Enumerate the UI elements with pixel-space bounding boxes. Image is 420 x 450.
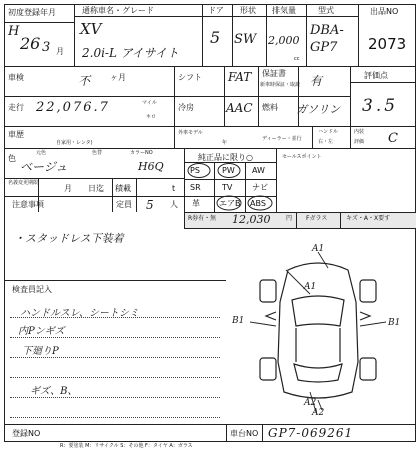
doors-value: 5: [210, 28, 221, 47]
color-no-value: H6Q: [138, 160, 164, 173]
name-change-day: 日迄: [88, 184, 104, 193]
name-change-month: 月: [64, 184, 72, 193]
f-glass-label: Fガラス: [306, 215, 328, 222]
reg-month: 3: [42, 40, 51, 55]
color-no-label: カラーNO: [130, 150, 153, 156]
lot-no-value: 2073: [368, 35, 407, 53]
mileage-label: 走行: [8, 103, 24, 112]
car-name: XV: [80, 20, 102, 38]
doors-label: ドア: [208, 6, 224, 15]
color-value: ベージュ: [20, 160, 68, 174]
score-label: 評価点: [364, 71, 388, 80]
color-label: 色: [8, 154, 16, 163]
notes-handwritten: ・スタッドレス下装着: [14, 232, 124, 245]
import-year-unit: 年: [222, 140, 228, 146]
handle-label: ハンドル: [318, 129, 339, 135]
reg-era: H: [8, 24, 20, 39]
warranty-value: 有: [310, 74, 323, 88]
score-value: 3.5: [362, 96, 399, 116]
fuel-label: 燃料: [262, 103, 278, 112]
shift-label: シフト: [178, 73, 202, 82]
warranty-label: 保証書: [262, 69, 286, 78]
mileage-unit-mile: マイル: [142, 100, 157, 106]
equip-airbag: エアB: [219, 199, 241, 208]
model-label: 型式: [318, 6, 334, 15]
color-change-label: 色替: [92, 150, 103, 156]
car-name-label: 通称車名・グレード: [82, 6, 154, 15]
dealer-label: ディーラー・並行: [262, 136, 302, 142]
damage-front-label: A1: [312, 244, 325, 254]
damage-top-label: A1: [304, 282, 317, 292]
ac-value: AAC: [226, 101, 253, 115]
equipment-circle-marks: [184, 162, 276, 212]
equip-sr: SR: [190, 183, 201, 192]
import-model-label: 外車モデル: [178, 130, 203, 136]
damage-left-label: B1: [232, 316, 245, 326]
r-card-label: R券有・無: [188, 215, 217, 222]
notes-label: 注意事項: [12, 200, 44, 209]
original-color-label: 元色: [36, 150, 47, 156]
reg-year: 26: [20, 34, 41, 53]
capacity-label: 定員: [116, 200, 132, 209]
equip-aw: AW: [252, 166, 265, 175]
genuine-label: 純正品に限り○: [198, 153, 253, 162]
equip-pw: PW: [222, 166, 235, 175]
reg-year-label: 初度登録年月: [8, 8, 56, 17]
interior-value: C: [388, 131, 398, 146]
sales-point-label: セールスポイント: [282, 154, 322, 160]
r-card-value: 12,030: [232, 213, 271, 226]
interior-sub: 評価: [354, 139, 365, 145]
footer-fine-print: R：要塗装 M：リサイクル S：その他 F：タイヤ A：ガラス: [60, 443, 193, 449]
model-code: DBA-GP7: [310, 23, 344, 55]
history-label: 車歴: [8, 130, 24, 139]
inspector-line-3: 下廻りP: [22, 346, 59, 357]
header-label-rule: [4, 22, 74, 23]
body-type-value: SW: [234, 32, 257, 47]
damage-rear-label-2: A2: [312, 408, 325, 418]
mileage-unit-km: キロ: [146, 114, 157, 120]
r-card-unit: 円: [286, 215, 293, 222]
fuel-value: ガソリン: [296, 103, 340, 116]
car-grade: 2.0i-L アイサイト: [82, 46, 179, 60]
inspector-line-5: ギズ、B、: [30, 386, 78, 397]
shaken-month: ヶ月: [110, 73, 126, 82]
shaken-value: 不: [78, 74, 91, 88]
scratch-label: キズ・A・X要す: [346, 215, 391, 222]
shaken-label: 車検: [8, 73, 24, 82]
inspector-line-2: 内Pンギズ: [18, 326, 65, 337]
lot-no-label: 出品NO: [370, 7, 399, 16]
inspector-label: 検査員記入: [12, 285, 52, 294]
shift-value: FAT: [228, 70, 252, 84]
equip-tv: TV: [222, 183, 233, 192]
displacement-unit: cc: [294, 56, 300, 62]
capacity-value: 5: [146, 198, 154, 212]
interior-label: 内装: [354, 129, 365, 135]
load-unit: t: [172, 184, 176, 193]
equip-leather: 革: [192, 199, 200, 208]
reg-no-label: 登録NO: [12, 429, 41, 438]
name-change-label: 名義変更期限: [8, 180, 39, 186]
damage-rear-label: A2: [304, 398, 317, 408]
equip-navi: ナビ: [252, 183, 268, 192]
car-damage-diagram: [226, 242, 412, 422]
reg-month-unit: 月: [56, 47, 64, 56]
load-label: 積載: [115, 184, 131, 193]
chassis-label: 車台NO: [230, 429, 259, 438]
warranty-sub: 新車時保証・取説: [260, 82, 301, 88]
body-type-label: 形状: [240, 6, 256, 15]
equip-ps: PS: [190, 166, 200, 175]
inspector-line-1: ハンドルスレ、シートシミ: [20, 308, 139, 319]
chassis-value: GP7-069261: [268, 426, 354, 440]
handle-value: 右・左: [318, 139, 334, 145]
equip-abs: ABS: [250, 199, 266, 208]
displacement-label: 排気量: [272, 6, 296, 15]
capacity-unit: 人: [170, 200, 178, 209]
damage-right-label: B1: [388, 318, 401, 328]
mileage-value: 22,076.7: [36, 100, 110, 115]
history-sub: 自家用・レンタ): [56, 140, 93, 146]
ac-label: 冷房: [178, 103, 194, 112]
displacement-value: 2,000: [268, 34, 300, 47]
